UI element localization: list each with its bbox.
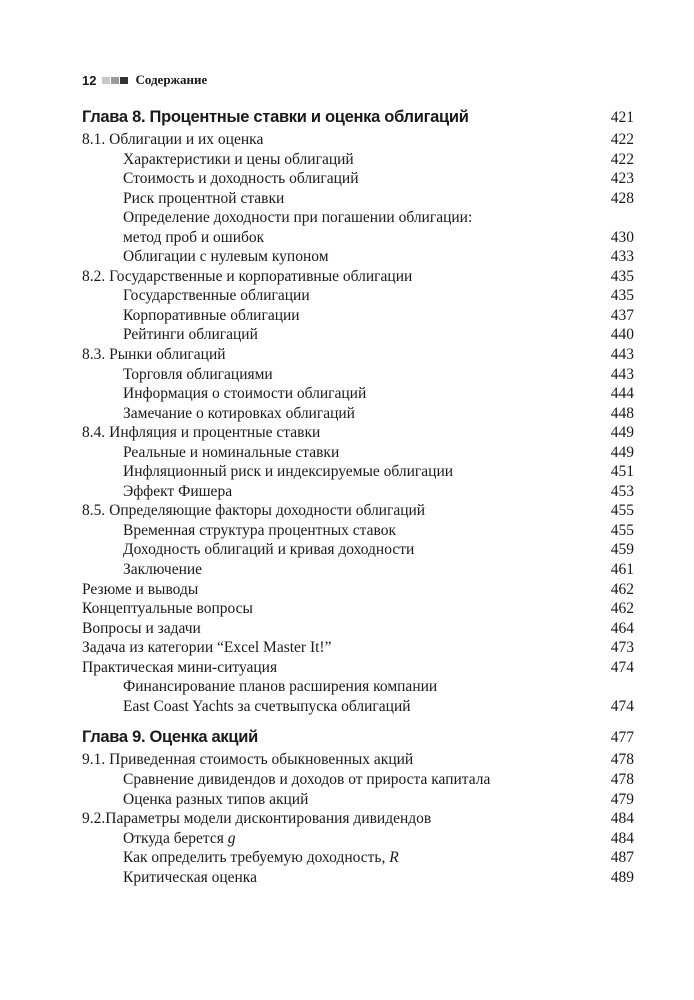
toc-entry-page: 455 <box>610 502 634 520</box>
toc-entry-page: 443 <box>610 346 634 364</box>
toc-entry-page: 430 <box>610 228 634 246</box>
toc-entry-page: 449 <box>610 424 634 442</box>
toc-section <box>82 619 634 639</box>
toc-subsection <box>82 365 634 385</box>
toc-entry-page: 435 <box>610 287 634 305</box>
toc-entry-title-group <box>82 829 235 849</box>
formula-variable: R <box>389 849 399 867</box>
toc-subsection <box>82 482 634 502</box>
toc-entry-title: Сравнение дивидендов и доходов от прироста капитала <box>123 770 491 788</box>
toc-entry-title: Финансирование планов расширения компании <box>123 678 438 696</box>
toc-entry-page: 489 <box>610 868 634 886</box>
toc-entry-title: Практическая мини-ситуация <box>82 658 278 676</box>
toc-subsection <box>82 560 634 580</box>
toc-subsection <box>82 169 634 189</box>
toc-entry-page: 478 <box>610 770 634 788</box>
toc-entry-title: Эффект Фишера <box>123 482 233 500</box>
toc-entry-page: 473 <box>610 639 634 657</box>
toc-entry-page: 484 <box>610 810 634 828</box>
toc-entry-page: 440 <box>610 326 634 344</box>
toc-entry-page: 487 <box>610 849 634 867</box>
toc-entry-page: 422 <box>610 131 634 148</box>
toc-entry-page: 422 <box>610 150 634 168</box>
toc-entry-title: Заключение <box>123 561 203 579</box>
chapter-heading <box>82 104 634 130</box>
toc-subsection <box>82 404 634 424</box>
toc-entry-page: 428 <box>610 189 634 207</box>
toc-entry-title: Характеристики и цены облигаций <box>123 150 354 168</box>
toc-section <box>82 638 634 658</box>
toc-subsection <box>82 697 634 717</box>
toc-entry-title: Определение доходности при погашении облигации: <box>123 209 473 227</box>
toc-section <box>82 130 634 150</box>
toc-entry-page: 443 <box>610 365 634 383</box>
toc-subsection <box>82 247 634 267</box>
toc-entry-title: 8.2. Государственные и корпоративные облигации <box>82 267 413 285</box>
toc-subsection <box>82 677 634 697</box>
formula-variable: g <box>227 829 236 847</box>
toc-entry-title: Оценка разных типов акций <box>123 790 309 808</box>
toc-entry-title: Инфляционный риск и индексируемые облигации <box>123 463 454 481</box>
chapter-page: 421 <box>610 109 634 126</box>
toc-entry-title: Реальные и номинальные ставки <box>123 443 340 461</box>
toc-entry-page: 462 <box>610 580 634 598</box>
toc-entry-title: Облигации с нулевым купоном <box>123 248 329 266</box>
toc-entry-page: 435 <box>610 267 634 285</box>
toc-entry-title: Рейтинги облигаций <box>123 326 258 344</box>
toc-section <box>82 267 634 287</box>
toc-entry-page: 461 <box>610 561 634 579</box>
toc-entry-title: Государственные облигации <box>123 287 310 305</box>
toc-entry-page: 444 <box>610 385 634 403</box>
toc-entry-title: 8.1. Облигации и их оценка <box>82 131 264 148</box>
toc-entry-title: Временная структура процентных ставок <box>123 521 397 539</box>
toc-entry-title: 9.1. Приведенная стоимость обыкновенных акций <box>82 751 414 769</box>
toc-entry-page: 455 <box>610 521 634 539</box>
chapter-title: Глава 9. Оценка акций <box>82 728 258 747</box>
toc-subsection <box>82 848 634 868</box>
toc-section <box>82 599 634 619</box>
table-of-contents <box>82 104 634 887</box>
toc-entry-page: 459 <box>610 541 634 559</box>
toc-entry-page: 433 <box>610 248 634 266</box>
toc-entry-title: Замечание о котировках облигаций <box>123 404 355 422</box>
toc-subsection <box>82 325 634 345</box>
toc-entry-title: Информация о стоимости облигаций <box>123 385 367 403</box>
page-number: 12 <box>82 72 97 88</box>
toc-entry-page: 462 <box>610 600 634 618</box>
toc-section <box>82 809 634 829</box>
toc-subsection <box>82 829 634 849</box>
toc-subsection <box>82 286 634 306</box>
toc-subsection <box>82 462 634 482</box>
toc-subsection <box>82 521 634 541</box>
toc-subsection <box>82 208 634 228</box>
toc-section <box>82 345 634 365</box>
toc-subsection <box>82 443 634 463</box>
toc-entry-title: 8.5. Определяющие факторы доходности облигаций <box>82 502 426 520</box>
toc-subsection <box>82 540 634 560</box>
toc-section <box>82 750 634 770</box>
toc-entry-title: 9.2.Параметры модели дисконтирования дивидендов <box>82 810 432 828</box>
chapter-title: Глава 8. Процентные ставки и оценка облигаций <box>82 108 469 126</box>
toc-entry-title: Доходность облигаций и кривая доходности <box>123 541 415 559</box>
toc-entry-page: 453 <box>610 482 634 500</box>
toc-subsection <box>82 384 634 404</box>
toc-section <box>82 423 634 443</box>
toc-entry-title-group <box>82 848 399 868</box>
toc-entry-title: Критическая оценка <box>123 868 257 886</box>
toc-entry-page: 478 <box>610 751 634 769</box>
toc-entry-title: Стоимость и доходность облигаций <box>123 170 359 188</box>
toc-entry-page: 437 <box>610 306 634 324</box>
toc-entry-page: 449 <box>610 443 634 461</box>
toc-entry-title: Задача из категории “Excel Master It!” <box>82 639 332 657</box>
toc-entry-title: Резюме и выводы <box>82 580 199 598</box>
toc-entry-page: 474 <box>610 658 634 676</box>
toc-entry-title: Вопросы и задачи <box>82 619 201 637</box>
toc-section <box>82 658 634 678</box>
toc-entry-title: Откуда берется <box>123 829 224 847</box>
toc-subsection <box>82 189 634 209</box>
toc-subsection <box>82 868 634 888</box>
toc-entry-title: 8.4. Инфляция и процентные ставки <box>82 424 321 442</box>
chapter-page: 477 <box>610 729 634 747</box>
toc-section <box>82 580 634 600</box>
toc-entry-page: 479 <box>610 790 634 808</box>
toc-subsection <box>82 790 634 810</box>
header-ornament <box>102 77 129 84</box>
toc-entry-page: 464 <box>610 619 634 637</box>
toc-entry-title: Концептуальные вопросы <box>82 600 253 618</box>
toc-entry-title: 8.3. Рынки облигаций <box>82 346 226 364</box>
toc-entry-page: 448 <box>610 404 634 422</box>
toc-subsection <box>82 228 634 248</box>
toc-entry-title: Как определить требуемую доходность, <box>123 849 386 867</box>
toc-entry-page: 484 <box>610 829 634 847</box>
toc-entry-title: East Coast Yachts за счетвыпуска облигаций <box>123 697 411 715</box>
toc-subsection <box>82 770 634 790</box>
toc-subsection <box>82 306 634 326</box>
header-title: Содержание <box>135 72 208 87</box>
chapter-heading <box>82 724 634 750</box>
toc-entry-title: метод проб и ошибок <box>123 228 265 246</box>
toc-entry-page: 423 <box>610 170 634 188</box>
toc-section <box>82 501 634 521</box>
toc-entry-title: Торговля облигациями <box>123 365 273 383</box>
running-header <box>82 70 207 90</box>
toc-entry-title: Риск процентной ставки <box>123 189 285 207</box>
toc-entry-title: Корпоративные облигации <box>123 306 300 324</box>
toc-subsection <box>82 150 634 170</box>
toc-entry-page: 451 <box>610 463 634 481</box>
toc-entry-page: 474 <box>610 697 634 715</box>
